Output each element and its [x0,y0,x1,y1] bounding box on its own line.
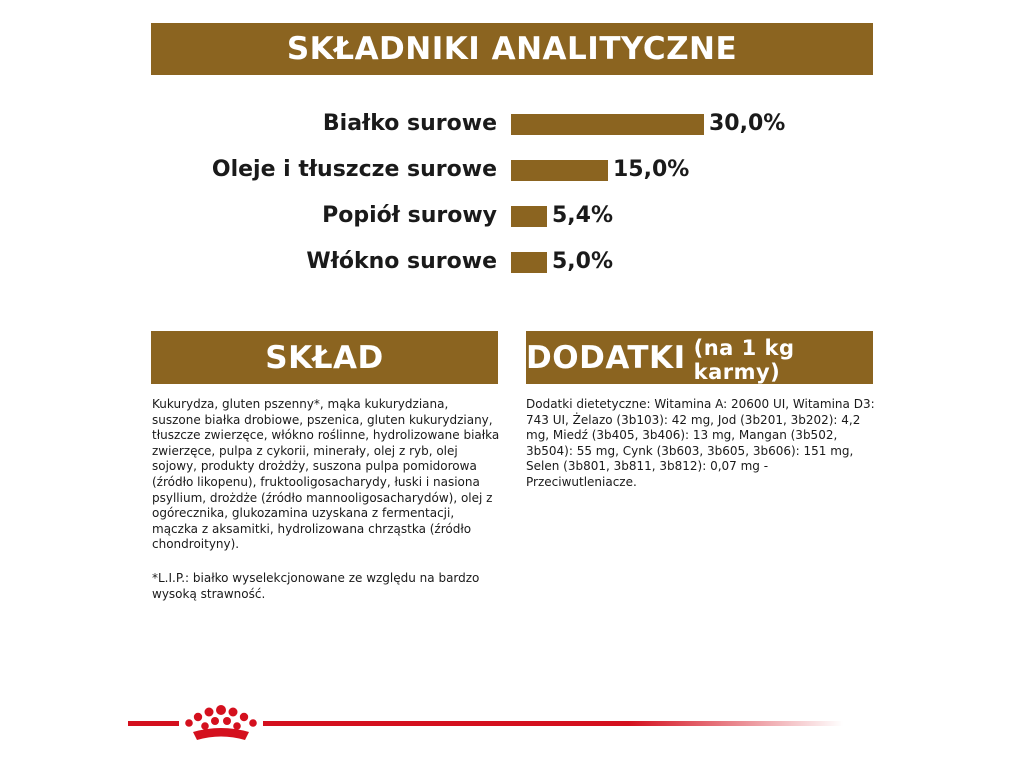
analytical-row-label: Oleje i tłuszcze surowe [211,157,497,182]
composition-title: SKŁAD [265,339,384,376]
additives-text: Dodatki dietetyczne: Witamina A: 20600 UI, Witamina D3: 743 UI, Żelazo (3b103): 42 mg, Jod (3b201, 3b202): 4,2 mg, Miedź (3b405, 3b406): 13 mg, Mangan (3b502, 3b504): 55 mg, Cynk (3b603, 3b605, 3b606): 151 mg, Selen (3b801, 3b811, 3b812): 0,07 mg - Przeciwutleniacze. [526,397,875,489]
analytical-row-label: Popiół surowy [322,203,497,228]
analytical-bar [511,114,704,135]
analytical-row [0,201,1024,231]
analytical-value-label: 30,0% [709,111,786,136]
additives-subtitle: (na 1 kg karmy) [693,335,795,384]
analytical-bar [511,252,547,273]
analytical-value-label: 5,4% [552,203,614,228]
analytical-bar [511,206,547,227]
lip-footnote: *L.I.P.: białko wyselekcjonowane ze względu na bardzo wysoką strawność. [152,571,480,601]
analytical-bar [511,160,608,181]
analytical-row-label: Białko surowe [322,111,497,136]
analytical-row [0,247,1024,277]
analytical-header-banner [151,23,873,75]
additives-title: DODATKI [526,339,686,376]
analytical-value-label: 15,0% [613,157,690,182]
composition-text: Kukurydza, gluten pszenny*, mąka kukurydziana, suszone białka drobiowe, pszenica, gluten kukurydziany, tłuszcze zwierzęce, włókno roślinne, hydrolizowane białka zwierzęce, pulpa z cykorii, minerały, olej z ryb, olej sojowy, produkty drożdży, suszona pulpa pomidorowa (źródło likopenu), fruktooligosacharydy, łuski i nasiona psyllium, drożdże (źródło mannooligosacharydów), olej z ogórecznika, glukozamina uzyskana z fermentacji, mączka z aksamitki, hydrolizowana chrząstka (źródło chondroityny). [152,397,500,552]
analytical-row [0,155,1024,185]
analytical-value-label: 5,0% [552,249,614,274]
analytical-row [0,109,1024,139]
crown-icon [179,702,263,746]
additives-header-banner [526,331,873,384]
composition-header-banner [151,331,498,384]
analytical-row-label: Włókno surowe [306,249,497,274]
analytical-title: SKŁADNIKI ANALITYCZNE [286,31,738,67]
